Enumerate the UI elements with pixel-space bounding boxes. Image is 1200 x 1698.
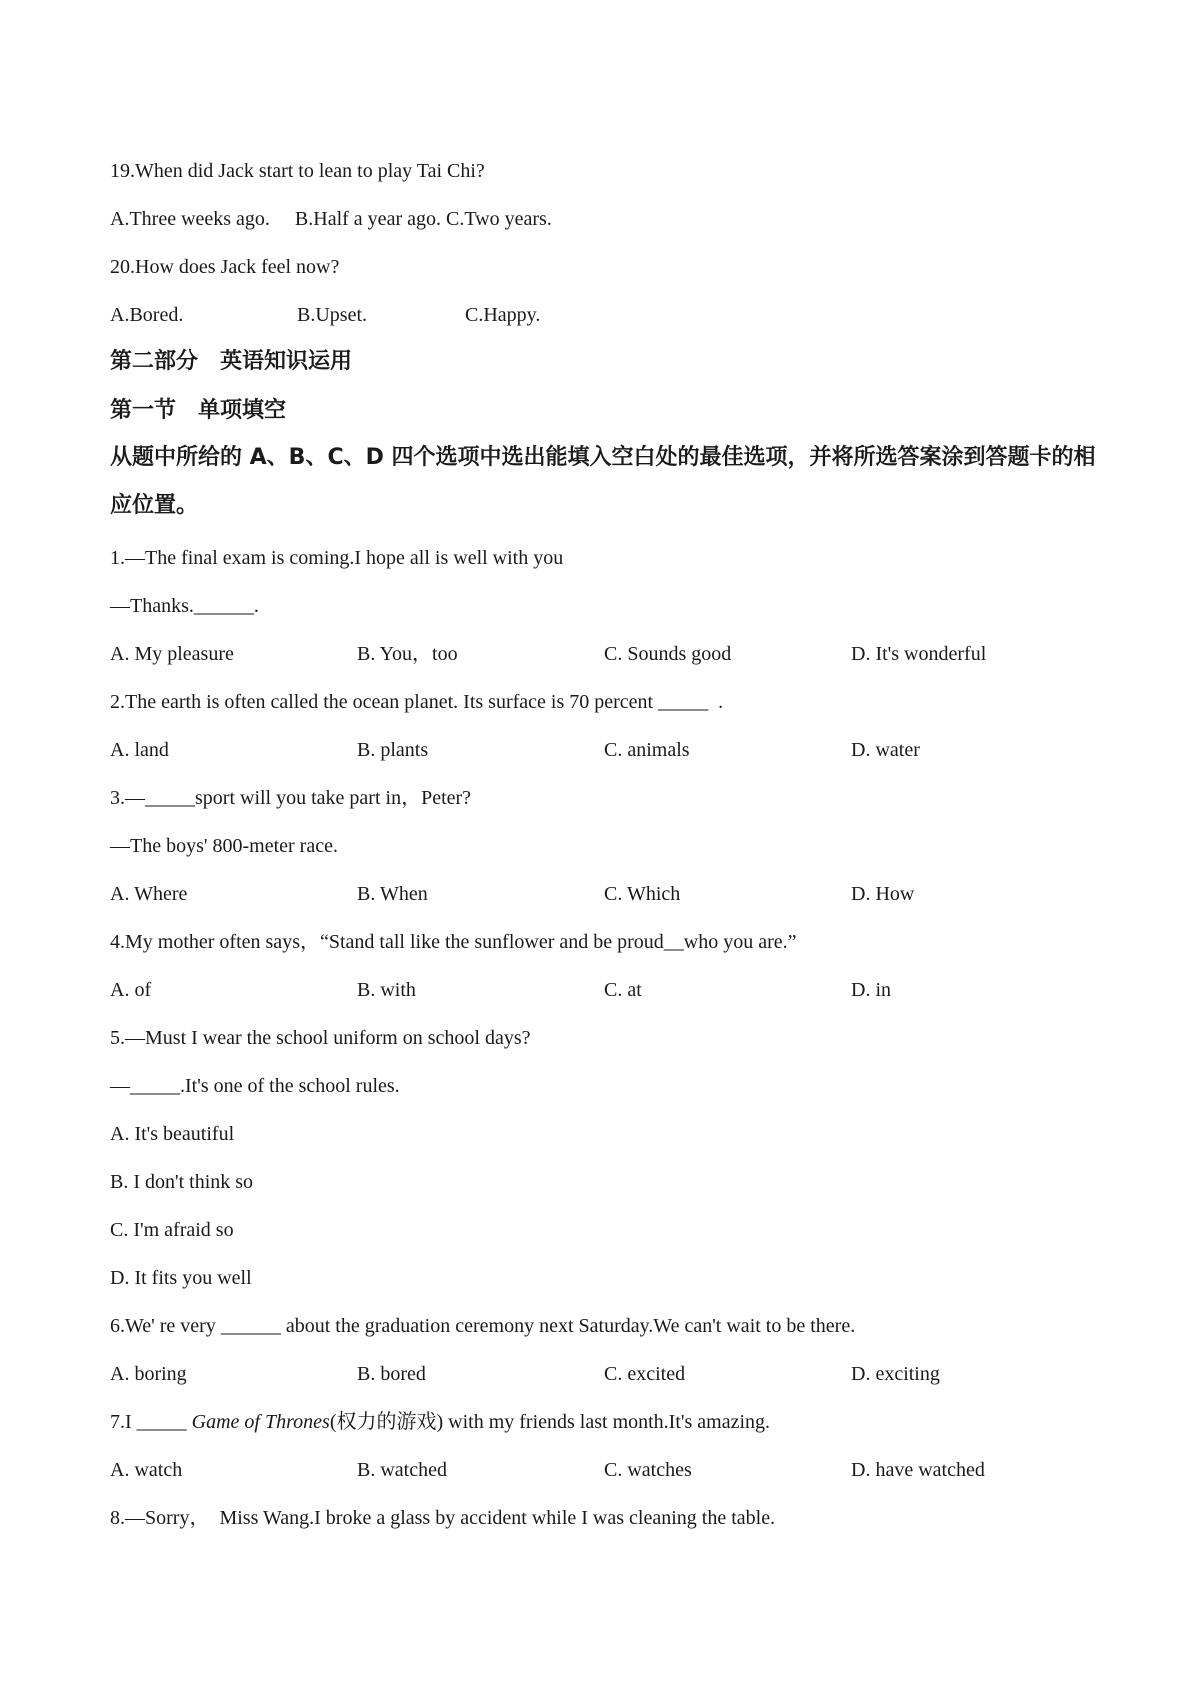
question-20-options [110, 302, 1120, 328]
q5-option-d: D. It fits you well [110, 1267, 252, 1289]
q5-option-b: B. I don't think so [110, 1171, 254, 1193]
q3-option-a: A. Where [110, 883, 188, 905]
question-3-line-2: —The boys' 800-meter race. [110, 835, 338, 857]
q7-option-d: D. have watched [851, 1459, 985, 1481]
q7-option-a: A. watch [110, 1459, 183, 1481]
q1-option-d: D. It's wonderful [851, 643, 987, 665]
q7-option-c: C. watches [604, 1459, 692, 1481]
q5-option-c: C. I'm afraid so [110, 1219, 234, 1241]
question-5-line-2: —_____.It's one of the school rules. [110, 1075, 400, 1097]
question-4-text: 4.My mother often says，“Stand tall like the sunflower and be proud__who you are.” [110, 931, 797, 953]
q7-option-b: B. watched [357, 1459, 447, 1481]
question-20-text: 20.How does Jack feel now? [110, 256, 340, 278]
q1-option-a: A. My pleasure [110, 643, 234, 665]
q7-title-italic: Game of Thrones [191, 1411, 330, 1433]
question-3-options [110, 881, 1120, 907]
section1-title: 第一节 单项填空 [110, 398, 287, 423]
q5-option-a: A. It's beautiful [110, 1123, 235, 1145]
q6-option-c: C. excited [604, 1363, 686, 1385]
q1-option-c: C. Sounds good [604, 643, 732, 665]
q20-option-b: B.Upset. [297, 304, 367, 326]
q20-option-a: A.Bored. [110, 304, 184, 326]
q6-option-a: A. boring [110, 1363, 187, 1385]
q3-option-d: D. How [851, 883, 915, 905]
question-19-options: A.Three weeks ago. B.Half a year ago. C.Two years. [110, 208, 552, 230]
q2-option-a: A. land [110, 739, 169, 761]
q7-text-end: (权力的游戏) with my friends last month.It's amazing. [329, 1411, 771, 1433]
question-5-line-1: 5.—Must I wear the school uniform on school days? [110, 1027, 531, 1049]
q6-option-d: D. exciting [851, 1363, 940, 1385]
question-1-line-1: 1.—The final exam is coming.I hope all is well with you [110, 547, 564, 569]
q3-option-c: C. Which [604, 883, 681, 905]
q2-option-b: B. plants [357, 739, 429, 761]
question-1-line-2: —Thanks.______. [110, 595, 259, 617]
q7-text-start: 7.I _____ [110, 1411, 192, 1433]
question-7-text [110, 1409, 770, 1435]
question-3-line-1: 3.—_____sport will you take part in，Peter? [110, 787, 472, 809]
q1-option-b: B. You，too [357, 643, 458, 665]
question-6-options [110, 1361, 1120, 1387]
question-1-options [110, 641, 1120, 667]
q4-option-c: C. at [604, 979, 642, 1001]
q4-option-b: B. with [357, 979, 416, 1001]
q20-option-c: C.Happy. [465, 304, 541, 326]
question-19-text: 19.When did Jack start to lean to play Tai Chi? [110, 160, 485, 182]
section-instruction: 从题中所给的 A、B、C、D 四个选项中选出能填入空白处的最佳选项，并将所选答案涂到答题卡的相应位置。 [110, 445, 1096, 518]
q2-option-d: D. water [851, 739, 920, 761]
question-7-options [110, 1457, 1120, 1483]
question-8-text: 8.—Sorry， Miss Wang.I broke a glass by accident while I was cleaning the table. [110, 1507, 776, 1529]
q6-option-b: B. bored [357, 1363, 426, 1385]
q4-option-a: A. of [110, 979, 152, 1001]
q2-option-c: C. animals [604, 739, 690, 761]
question-2-text: 2.The earth is often called the ocean planet. Its surface is 70 percent _____ . [110, 691, 724, 713]
question-6-text: 6.We' re very ______ about the graduation ceremony next Saturday.We can't wait to be there. [110, 1315, 856, 1337]
question-4-options [110, 977, 1120, 1003]
question-2-options [110, 737, 1120, 763]
q3-option-b: B. When [357, 883, 428, 905]
q4-option-d: D. in [851, 979, 891, 1001]
part2-title: 第二部分 英语知识运用 [110, 349, 353, 374]
